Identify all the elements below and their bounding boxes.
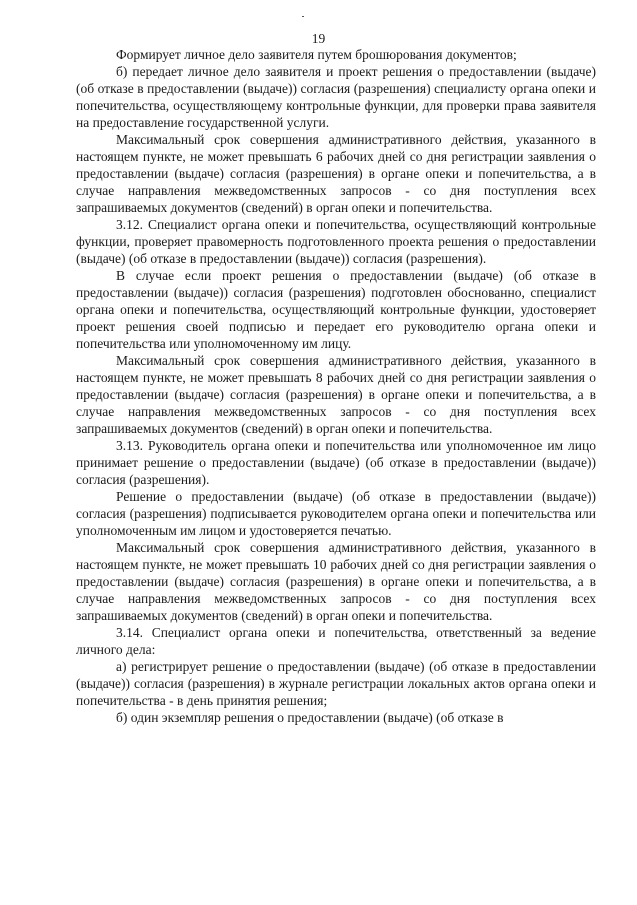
paragraph-draft-approval: В случае если проект решения о предоставлении (выдаче) (об отказе в предоставлении (выдаче)) согласия (разрешения) подготовлен обоснованно, специалист органа опеки и попечительства, осуществляющий контрольные функции, удостоверяет проект решения своей подписью и передает его руководителю органа опеки и попечительства или уполномоченному им лицу. [76, 268, 596, 351]
paragraph-max-term-6-days: Максимальный срок совершения административного действия, указанного в настоящем пункте, не может превышать 6 рабочих дней со дня регистрации заявления о предоставлении (выдаче) согласия (разрешения) в органе опеки и попечительства, а в случае направления межведомственных запросов - со дня поступления всех запрашиваемых документов (сведений) в орган опеки и попечительства. [76, 132, 596, 215]
paragraph-3-12: 3.12. Специалист органа опеки и попечительства, осуществляющий контрольные функции, проверяет правомерность подготовленного проекта решения о предоставлении (выдаче) (об отказе в предоставлении (выдаче)) согласия (разрешения). [76, 217, 596, 266]
paragraph-max-term-8-days: Максимальный срок совершения административного действия, указанного в настоящем пункте, не может превышать 8 рабочих дней со дня регистрации заявления о предоставлении (выдаче) согласия (разрешения) в органе опеки и попечительства, а в случае направления межведомственных запросов - со дня поступления всех запрашиваемых документов (сведений) в орган опеки и попечительства. [76, 353, 596, 436]
page-number: 19 [311, 31, 326, 46]
paragraph-item-b-transfer: б) передает личное дело заявителя и проект решения о предоставлении (выдаче) (об отказе в предоставлении (выдаче)) согласия (разрешения) специалисту органа опеки и попечительства, осуществляющему контрольные функции, для проверки права заявителя на предоставление государственной услуги. [76, 64, 596, 130]
document-body [76, 46, 596, 726]
paragraph-item-b-copy: б) один экземпляр решения о предоставлении (выдаче) (об отказе в [116, 710, 504, 725]
paragraph-3-13: 3.13. Руководитель органа опеки и попечительства или уполномоченное им лицо принимает решение о предоставлении (выдаче) (об отказе в предоставлении (выдаче)) согласия (разрешения). [76, 438, 596, 487]
paragraph-max-term-10-days: Максимальный срок совершения административного действия, указанного в настоящем пункте, не может превышать 10 рабочих дней со дня регистрации заявления о предоставлении (выдаче) согласия (разрешения) в органе опеки и попечительства, а в случае направления межведомственных запросов - со дня поступления всех запрашиваемых документов (сведений) в орган опеки и попечительства. [76, 540, 596, 623]
paragraph-item-a-register: а) регистрирует решение о предоставлении (выдаче) (об отказе в предоставлении (выдаче)) согласия (разрешения) в журнале регистрации локальных актов органа опеки и попечительства - в день принятия решения; [76, 659, 596, 708]
paragraph-continuation: Формирует личное дело заявителя путем брошюрования документов; [116, 47, 517, 62]
paragraph-decision-signing: Решение о предоставлении (выдаче) (об отказе в предоставлении (выдаче)) согласия (разрешения) подписывается руководителем органа опеки и попечительства или уполномоченным им лицом и удостоверяется печатью. [76, 489, 596, 538]
paragraph-3-14: 3.14. Специалист органа опеки и попечительства, ответственный за ведение личного дела: [76, 625, 596, 657]
scan-mark [302, 16, 304, 17]
